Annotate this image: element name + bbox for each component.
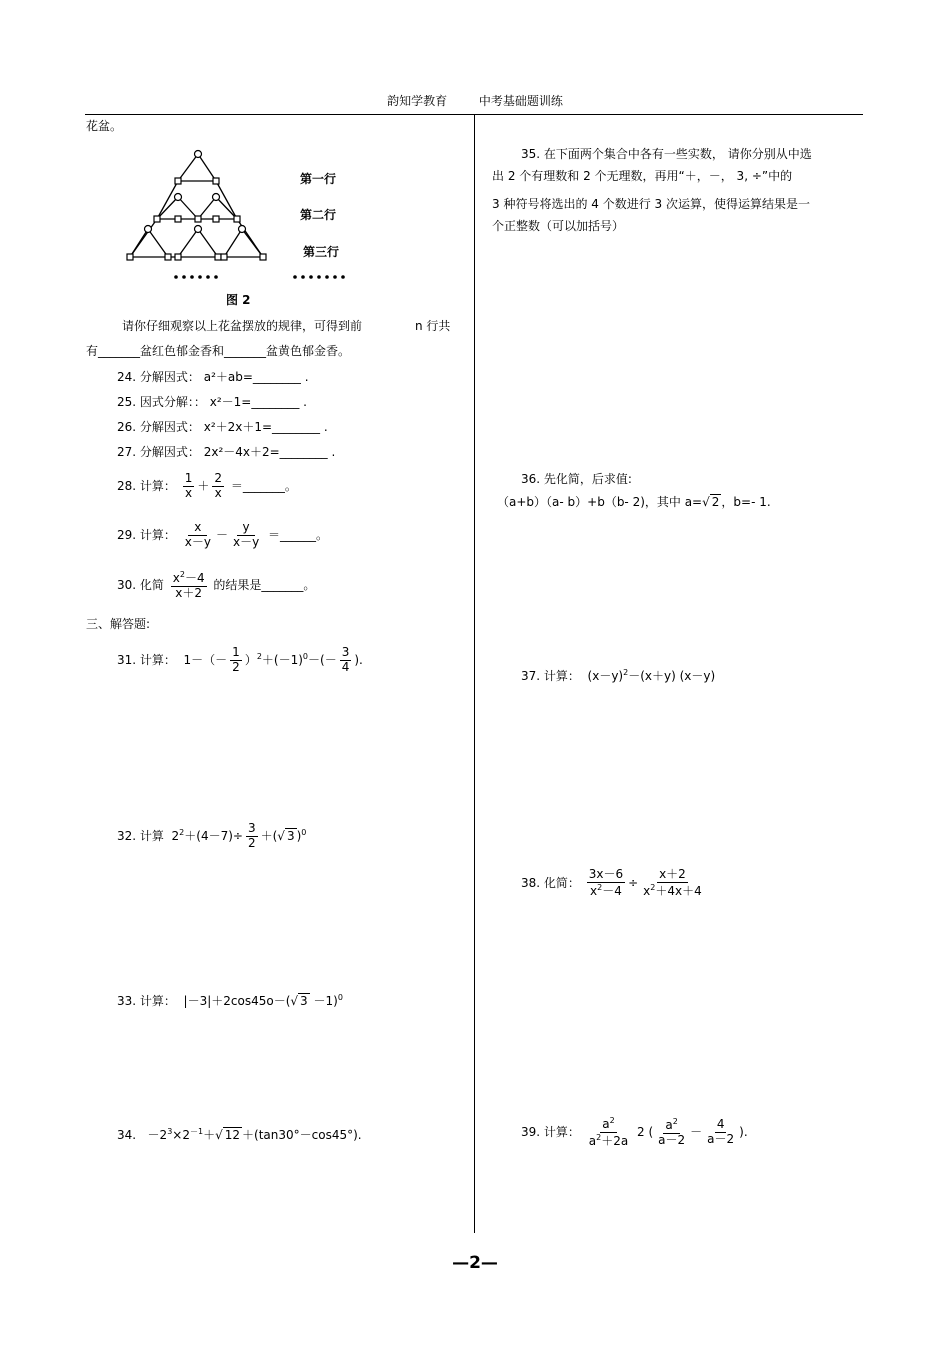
question-30 [117,570,315,601]
column-divider [474,115,475,1233]
question-35-line2: 出 2 个有理数和 2 个无理数，再用“＋，－， 3, ÷”中的 [492,169,793,183]
question-36-line1: 36. 先化简，后求值: [521,472,632,486]
figure-row1-label: 第一行 [300,172,337,186]
header-org: 韵知学教育 [387,94,448,108]
page-header [0,92,950,109]
fraction: $\frac{3}{2}$ [247,821,256,850]
fraction: $\frac{1}{x}$ [184,471,193,500]
question-25: 25. 因式分解：： x²－1=________ . [117,395,307,409]
question-38: 38. 化简： $\frac{3x-6}{x^2-4}$ ÷ $\frac{x+2}{x^2+4x+4}$ [521,867,702,898]
question-39: 39. 计算： $\frac{a^2}{a^2+2a}$ 2 ( $\frac{a^2}{a-2}$ － $\frac{4}{a-2}$ ). [521,1116,748,1148]
question-31: 31. 计算： 1－（－ $\frac{1}{2}$ ）$^2+(-1)^0-(-$ $\frac{3}{4}$ ). [117,645,363,674]
q36-expr: （a+b）（a- b）+b（b- 2)，其中 a= [497,495,703,509]
q38-label: 38. 化简： [521,875,580,890]
question-35-line4: 个正整数（可以加括号） [492,219,625,233]
q33-label: 33. 计算： [117,994,176,1008]
fraction: $\frac{1}{2}$ [232,645,240,674]
question-27: 27. 分解因式： 2x²－4x＋2=________ . [117,445,336,459]
question-33: 33. 计算： |－3|＋2cos45o－(√ 3 －1)$^0$ [117,993,343,1008]
fraction: $\frac{x^2-4}{x+2}$ [172,570,205,600]
fraction: $\frac{3}{4}$ [341,645,350,674]
q28-label: 28. 计算： [117,478,176,493]
q34-label: 34. [117,1128,137,1142]
q32-label: 32. 计算 [117,828,164,843]
fraction: $\frac{4}{a-2}$ [707,1117,735,1146]
question-34: 34. $-2^3\times 2^{-1}+√$ 12 ＋(tan30°－cos45°). [117,1127,362,1142]
header-subject: 中考基础题训练 [478,94,563,108]
figure-row3-label: 第三行 [303,245,340,259]
paragraph-1b: n 行共 [415,319,451,333]
question-28: 28. 计算： $\frac{1}{x}$ ＋ $\frac{2}{x}$ ＝_______。 [117,471,297,500]
continuation-text: 花盆。 [86,119,123,133]
q28-tail: ＝_______。 [230,478,297,493]
q29-tail: ＝______。 [268,527,329,542]
fraction: $\frac{x+2}{x^2+4x+4}$ [643,867,702,898]
q30-tail: 的结果是_______。 [213,577,316,592]
question-29: 29. 计算： $\frac{x}{x-y}$ － $\frac{y}{x-y}$ ＝______。 [117,520,329,549]
question-35-line1: 35. 在下面两个集合中各有一些实数， 请你分别从中选 [521,147,812,161]
q31-label: 31. 计算： [117,652,176,667]
question-35-line3: 3 种符号将选出的 4 个数进行 3 次运算，使得运算结果是一 [492,197,810,211]
page-number: —2— [452,1253,498,1273]
section-3-heading: 三、解答题: [86,617,151,631]
figure-row2-label: 第二行 [300,208,337,222]
paragraph-1c: 有_______盆红色郁金香和_______盆黄色郁金香。 [86,344,351,358]
q29-label: 29. 计算： [117,527,176,542]
flowerpot-figure [120,145,360,310]
fraction: $\frac{3x-6}{x^2-4}$ [588,867,624,898]
question-36-line2: （a+b）（a- b）+b（b- 2)，其中 a=√ 2 ，b=- 1. [497,495,771,509]
fraction: $\frac{x}{x-y}$ [184,520,211,549]
question-26: 26. 分解因式： x²＋2x＋1=________ . [117,420,328,434]
fraction: $\frac{2}{x}$ [214,471,223,500]
question-37: 37. 计算： $(x-y)^2-(x+y)$ (x－y) [521,668,716,683]
question-32: 32. 计算 $2^2+(4-7)\div$ $\frac{3}{2}$ ＋(√ 3 )$^0$ [117,821,307,850]
fraction: $\frac{y}{x-y}$ [232,520,260,549]
fraction: $\frac{a^2}{a-2}$ [658,1117,686,1147]
paragraph-1a: 请你仔细观察以上花盆摆放的规律，可得到前 [122,319,363,333]
q39-label: 39. 计算： [521,1124,580,1139]
q30-label: 30. 化简 [117,577,164,592]
q37-label: 37. 计算： [521,669,580,683]
question-24: 24. 分解因式： a²＋ab=________ . [117,370,309,384]
fraction: $\frac{a^2}{a^2+2a}$ [588,1116,629,1148]
figure-caption: 图 2 [226,293,251,307]
q36-tail: ，b=- 1. [721,495,771,509]
